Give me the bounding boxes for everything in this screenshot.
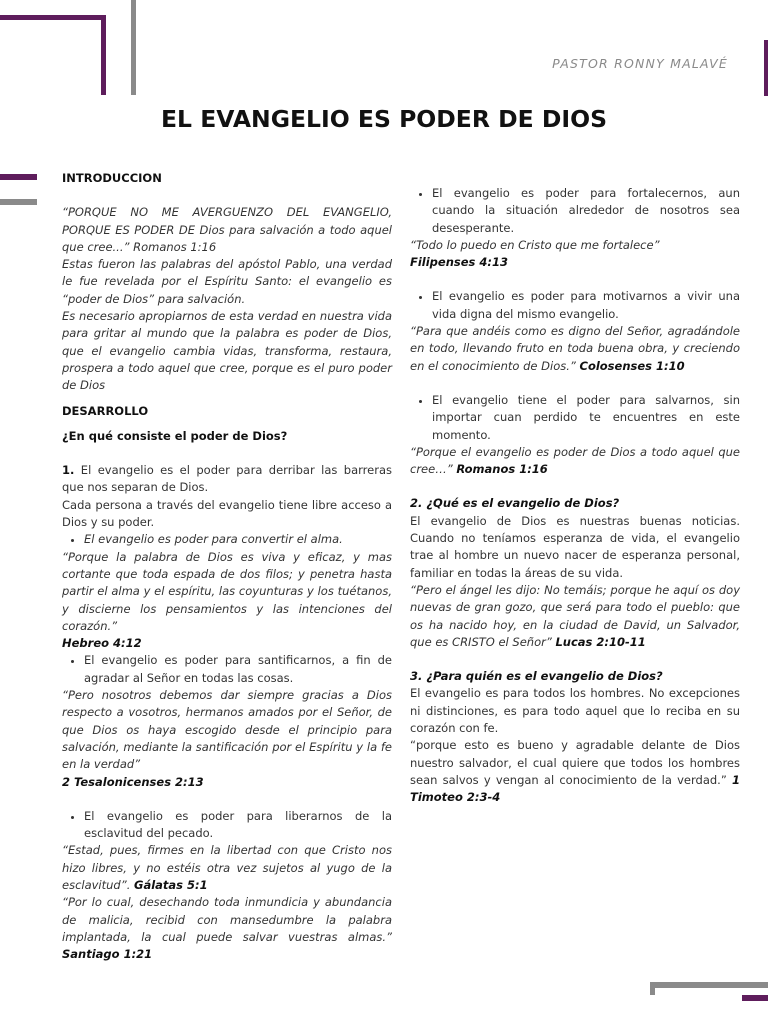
question-2-paragraph: El evangelio de Dios es nuestras buenas noticias. Cuando no teníamos esperanza de vida, el evangelio trae al hombre un nuevo nacer de esperanza personal, familiar en todas la áreas de su vida. xyxy=(410,513,740,580)
quote-timothy-text: “porque esto es bueno y agradable delante de Dios nuestro salvador, el cual quiere que todos los hombres sean salvos y vengan al conocimiento de la verdad.” xyxy=(410,738,740,787)
intro-paragraph-2: Es necesario apropiarnos de esta verdad en nuestra vida para gritar al mundo que la palabra es poder de Dios, que el evangelio cambia vidas, transforma, restaura, prospera a todo aquel que cree, porque es el puro poder de Dios xyxy=(62,309,392,393)
quote-colossians-text: “Para que andéis como es digno del Señor, agradándole en todo, llevando fruto en toda buena obra, y creciendo en el conocimiento de Dios.” xyxy=(410,324,740,373)
bottom-right-gray-frame-horizontal xyxy=(650,982,768,988)
bullet-strengthen: • El evangelio es poder para fortalecernos, aun cuando la situación alrededor de nosotros sea desesperante. xyxy=(432,185,740,237)
left-purple-tab xyxy=(0,174,37,180)
intro-quote: “PORQUE NO ME AVERGUENZO DEL EVANGELIO, PORQUE ES PODER DE Dios para salvación a todo aquel que cree...” Romanos 1:16 xyxy=(62,205,392,254)
ref-luke: Lucas 2:10-11 xyxy=(555,634,646,649)
bullet-motivate: • El evangelio es poder para motivarnos a vivir una vida digna del mismo evangelio. xyxy=(432,288,740,323)
bullet-liberate: • El evangelio es poder para liberarnos de la esclavitud del pecado. xyxy=(84,808,392,843)
quote-philippians: “Todo lo puedo en Cristo que me fortalece” xyxy=(410,237,660,252)
ref-timothy: 1 Timoteo 2:3-4 xyxy=(410,772,740,805)
bottom-right-gray-frame-vertical xyxy=(650,982,655,995)
bullet-save: • El evangelio tiene el poder para salvarnos, sin importar cuan perdido te encuentres en este momento. xyxy=(432,392,740,444)
ref-thessalonians: 2 Tesalonicenses 2:13 xyxy=(62,774,204,789)
question-2-heading: 2. ¿Qué es el evangelio de Dios? xyxy=(410,496,620,511)
ref-colossians: Colosenses 1:10 xyxy=(579,358,685,373)
ref-romans: Romanos 1:16 xyxy=(456,462,548,477)
top-left-purple-frame-horizontal xyxy=(0,15,106,20)
bullet-list-1 xyxy=(62,531,392,548)
bullet-list-6 xyxy=(410,392,740,444)
development-heading: DESARROLLO xyxy=(62,403,149,418)
quote-thessalonians: “Pero nosotros debemos dar siempre gracias a Dios respecto a vosotros, hermanos amados por el Señor, de que Dios os haya escogido desde el principio para salvación, mediante la santificación por el Espíritu y la fe en la verdad” xyxy=(62,688,392,772)
ref-galatians: Gálatas 5:1 xyxy=(134,877,208,892)
page-title: EL EVANGELIO ES PODER DE DIOS xyxy=(160,105,608,133)
quote-james xyxy=(62,894,392,963)
top-right-purple-line xyxy=(764,40,768,96)
quote-hebrews: “Porque la palabra de Dios es viva y eficaz, y mas cortante que toda espada de dos filos; y penetra hasta partir el alma y el espíritu, las coyunturas y los tuétanos, y discierne los pensamientos y las intenciones del corazón.” xyxy=(62,549,392,633)
quote-galatians-text: “Estad, pues, firmes en la libertad con que Cristo nos hizo libres, y no estéis otra vez sujetos al yugo de la esclavitud”. xyxy=(62,843,392,892)
bottom-right-purple-tab xyxy=(742,995,768,1001)
left-gray-tab xyxy=(0,199,37,205)
quote-james-text: “Por lo cual, desechando toda inmundicia y abundancia de malicia, recibid con mansedumbre la palabra implantada, la cual puede salvar vuestras almas.” xyxy=(62,895,392,944)
ref-james: Santiago 1:21 xyxy=(62,947,153,962)
quote-galatians xyxy=(62,842,392,894)
quote-luke-text: “Pero el ángel les dijo: No temáis; porque he aquí os doy nuevas de gran gozo, que será para todo el pueblo: que os ha nacido hoy, en la ciudad de David, un Salvador, que es CRISTO el Señor” xyxy=(410,582,740,649)
bullet-list-5 xyxy=(410,288,740,323)
bullet-list-2 xyxy=(62,652,392,687)
quote-romans xyxy=(410,444,740,479)
development-question: ¿En qué consiste el poder de Dios? xyxy=(62,428,288,443)
quote-timothy xyxy=(410,737,740,806)
question-3-heading: 3. ¿Para quién es el evangelio de Dios? xyxy=(410,669,663,684)
point-1 xyxy=(62,462,392,497)
quote-romans-text: “Porque el evangelio es poder de Dios a todo aquel que cree…” xyxy=(410,444,740,477)
question-3-paragraph: El evangelio es para todos los hombres. No excepciones ni distinciones, es para todo aquel que lo reciba en su corazón con fe. xyxy=(410,686,740,736)
intro-heading: INTRODUCCION xyxy=(62,171,162,185)
author-name: PASTOR RONNY MALAVÉ xyxy=(552,56,728,71)
bullet-list-3 xyxy=(62,808,392,843)
intro-paragraph-1: Estas fueron las palabras del apóstol Pablo, una verdad le fue revelada por el Espíritu Santo: el evangelio es “poder de Dios” para salvación. xyxy=(62,257,392,306)
top-left-purple-frame-vertical xyxy=(101,15,106,95)
point-1-text: El evangelio es el poder para derribar las barreras que nos separan de Dios. xyxy=(62,463,392,495)
point-1-paragraph: Cada persona a través del evangelio tiene libre acceso a Dios y su poder. xyxy=(62,497,392,530)
ref-hebrews: Hebreo 4:12 xyxy=(62,636,142,651)
ref-philippians: Filipenses 4:13 xyxy=(410,255,508,270)
point-1-number: 1. xyxy=(62,463,75,478)
bullet-sanctify: • El evangelio es poder para santificarnos, a fin de agradar al Señor en todas las cosas. xyxy=(84,652,392,687)
left-column xyxy=(62,170,392,963)
quote-colossians xyxy=(410,323,740,375)
quote-luke xyxy=(410,582,740,651)
right-column xyxy=(410,185,740,807)
bullet-list-4 xyxy=(410,185,740,237)
top-left-gray-line xyxy=(131,0,136,95)
bullet-convert-soul: • El evangelio es poder para convertir el alma. xyxy=(84,531,392,548)
